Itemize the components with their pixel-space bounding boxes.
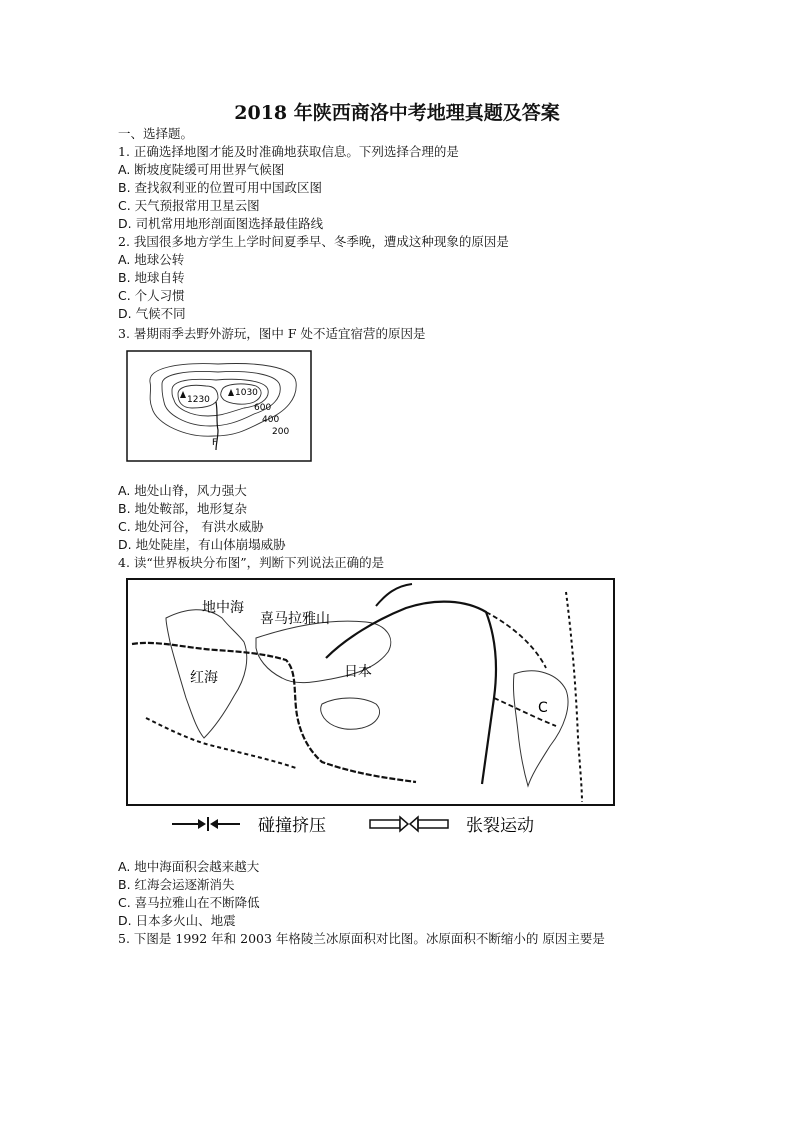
red-sea-label: 红海 xyxy=(190,670,218,686)
q2-option-d: D. 气候不同 xyxy=(118,306,186,321)
collide-symbol xyxy=(172,817,240,831)
peak1-label: 1230 xyxy=(187,395,210,405)
q1-option-a: A. 断坡度陡缓可用世界气候图 xyxy=(118,162,285,177)
plate-map xyxy=(126,578,615,806)
q4-option-c: C. 喜马拉雅山在不断降低 xyxy=(118,895,260,910)
legend-rift-label: 张裂运动 xyxy=(466,816,534,836)
plate-map-frame xyxy=(127,579,614,805)
legend-collide-label: 碰撞挤压 xyxy=(258,816,326,836)
q4-option-d: D. 日本多火山、地震 xyxy=(118,913,236,928)
contour-400-label: 400 xyxy=(262,415,280,425)
himalaya-label: 喜马拉雅山 xyxy=(260,611,330,627)
contour-map-frame xyxy=(127,351,311,461)
q4-option-b: B. 红海会运逐渐消失 xyxy=(118,877,235,892)
question-5-stem: 5. 下图是 1992 年和 2003 年格陵兰冰原面积对比图。冰原面积不断缩小的 原因主要是 xyxy=(118,931,605,946)
plate-map-legend xyxy=(170,810,570,840)
q1-option-b: B. 查找叙利亚的位置可用中国政区图 xyxy=(118,180,323,195)
q3-option-d: D. 地处陡崖，有山体崩塌威胁 xyxy=(118,537,286,552)
question-3-stem: 3. 暑期雨季去野外游玩，图中 F 处不适宜宿营的原因是 xyxy=(118,326,426,341)
contour-200-label: 200 xyxy=(272,427,290,437)
point-c-label: C xyxy=(538,700,548,716)
q3-option-a: A. 地处山脊，风力强大 xyxy=(118,483,247,498)
rift-symbol xyxy=(370,817,448,831)
question-2-stem: 2. 我国很多地方学生上学时间夏季早、冬季晚，遭成这种现象的原因是 xyxy=(118,234,509,249)
q3-option-c: C. 地处河谷， 有洪水威胁 xyxy=(118,519,264,534)
q1-option-d: D. 司机常用地形剖面图选择最佳路线 xyxy=(118,216,324,231)
contour-600-label: 600 xyxy=(254,403,272,413)
q2-option-c: C. 个人习惯 xyxy=(118,288,185,303)
section-heading: 一、选择题。 xyxy=(118,126,194,141)
mediterranean-label: 地中海 xyxy=(202,600,244,616)
point-f-label: F xyxy=(212,438,218,448)
q4-option-a: A. 地中海面积会越来越大 xyxy=(118,859,260,874)
peak2-label: 1030 xyxy=(235,388,258,398)
page-title: 2018 年陕西商洛中考地理真题及答案 xyxy=(234,102,560,124)
japan-label: 日本 xyxy=(344,664,372,680)
question-1-stem: 1. 正确选择地图才能及时准确地获取信息。下列选择合理的是 xyxy=(118,144,459,159)
q2-option-b: B. 地球自转 xyxy=(118,270,185,285)
contour-map xyxy=(126,350,312,462)
question-4-stem: 4. 读“世界板块分布图”，判断下列说法正确的是 xyxy=(118,555,385,570)
q2-option-a: A. 地球公转 xyxy=(118,252,185,267)
q1-option-c: C. 天气预报常用卫星云图 xyxy=(118,198,260,213)
q3-option-b: B. 地处鞍部，地形复杂 xyxy=(118,501,248,516)
